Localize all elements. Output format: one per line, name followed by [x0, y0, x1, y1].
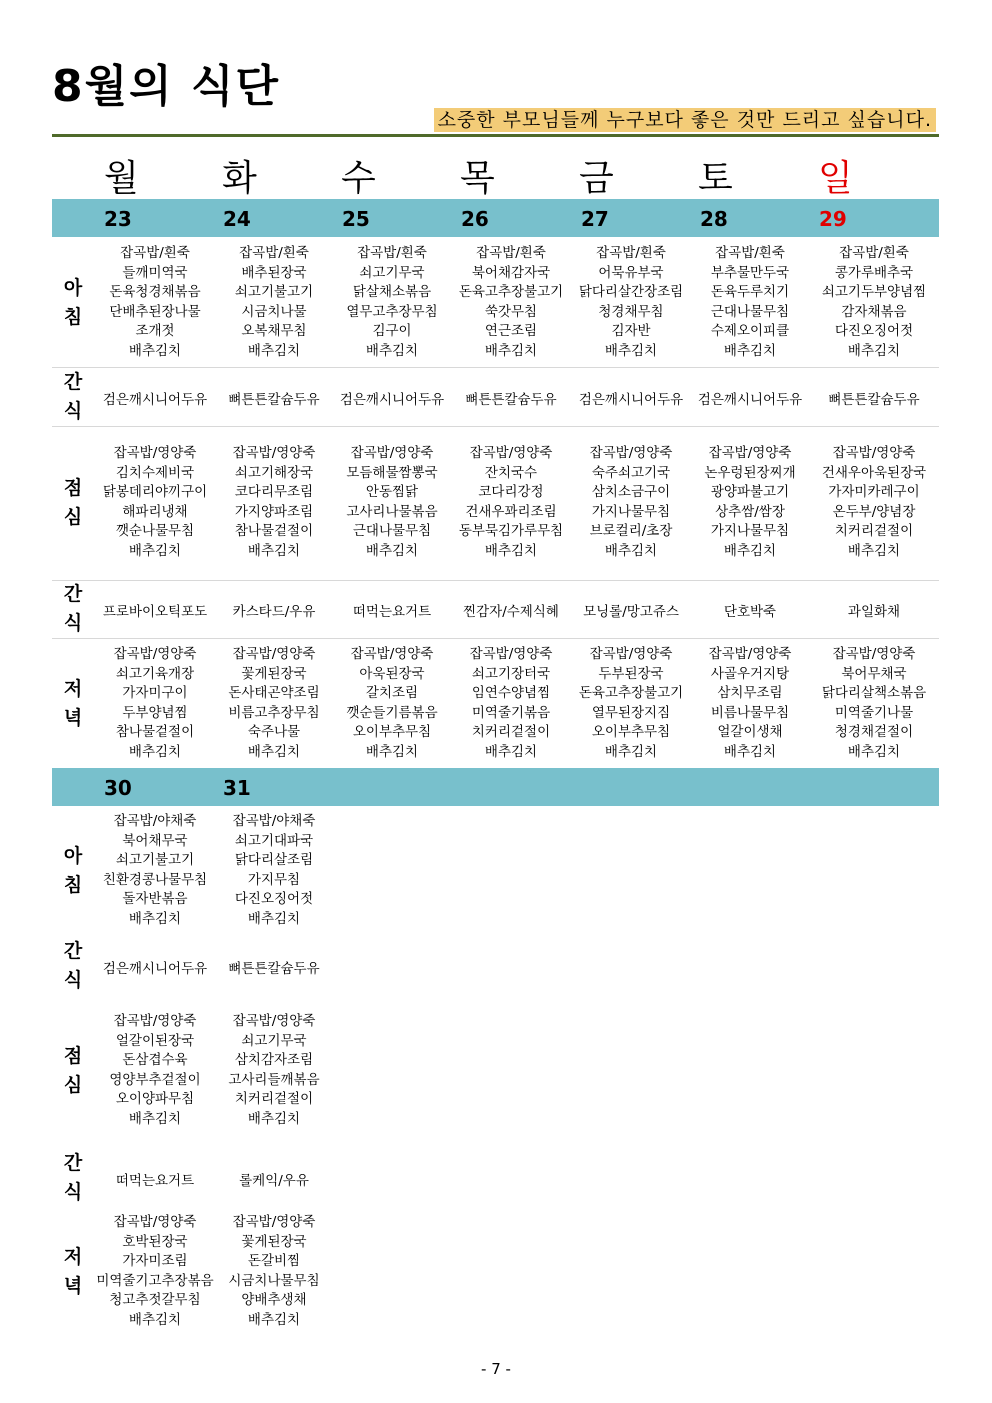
breakfast-menu-cell	[96, 812, 214, 929]
menu-item: 잡곡밥/영양죽	[113, 445, 197, 461]
dinner-menu-cell	[691, 645, 809, 762]
menu-item: 돈사태곤약조림	[228, 685, 320, 701]
menu-item: 단배추된장나물	[109, 303, 201, 320]
menu-item: 배추김치	[128, 1110, 182, 1127]
menu-item: 배추김치	[365, 342, 419, 359]
menu-item: 잡곡밥/흰죽	[357, 245, 427, 261]
snack-cell: 카스타드/우유	[232, 604, 316, 620]
menu-item: 조개젓	[135, 323, 175, 339]
menu-item: 아욱된장국	[359, 665, 425, 682]
menu-item: 배추김치	[723, 542, 777, 559]
lunch-menu-cell	[215, 444, 333, 561]
date-number: 26	[461, 207, 489, 231]
dinner-menu-cell	[96, 1213, 214, 1330]
menu-item: 가지나물무침	[710, 523, 790, 539]
menu-item: 잡곡밥/흰죽	[120, 245, 190, 261]
menu-item: 얼갈이생채	[717, 724, 783, 740]
menu-item: 잡곡밥/영양죽	[708, 646, 792, 662]
menu-item: 배추김치	[365, 743, 419, 760]
label-lunch	[56, 1042, 90, 1100]
row-divider	[52, 367, 939, 368]
menu-item: 오복채무침	[241, 323, 307, 339]
menu-item: 배추김치	[604, 542, 658, 559]
menu-item: 배추김치	[723, 743, 777, 760]
menu-item: 잡곡밥/영양죽	[589, 646, 673, 662]
label-char: 식	[63, 399, 83, 422]
menu-item: 쇠고기두부양념찜	[821, 284, 927, 300]
menu-item: 영양부추겉절이	[109, 1071, 201, 1088]
menu-item: 배추김치	[484, 542, 538, 559]
menu-item: 닭다리살책소볶음	[821, 685, 927, 701]
label-char: 식	[63, 969, 83, 991]
menu-item: 닭봉데리야끼구이	[102, 484, 208, 500]
week1-date-band	[52, 199, 939, 237]
menu-item: 김구이	[372, 323, 412, 339]
menu-item: 논우렁된장찌개	[704, 464, 796, 481]
menu-item: 청고추젓갈무침	[109, 1292, 201, 1308]
menu-item: 가자미구이	[122, 685, 188, 701]
label-char: 저	[63, 1245, 83, 1268]
lunch-menu-cell	[96, 1012, 214, 1129]
menu-item: 배추김치	[247, 743, 301, 760]
menu-item: 시금치나물	[241, 303, 307, 320]
snack-cell: 검은깨시니어두유	[102, 961, 208, 977]
row-divider	[52, 638, 939, 639]
menu-item: 꽃게된장국	[241, 1233, 307, 1250]
menu-item: 쇠고기장터국	[471, 665, 551, 682]
menu-item: 건새우꽈리조림	[465, 503, 557, 520]
week2-date-band	[52, 768, 939, 806]
menu-item: 북어채감자국	[471, 264, 551, 281]
label-char: 간	[63, 1152, 83, 1174]
menu-item: 어묵유부국	[598, 264, 664, 281]
menu-item: 배추김치	[247, 1110, 301, 1127]
menu-item: 쇠고기무국	[241, 1032, 307, 1049]
menu-item: 배추김치	[247, 342, 301, 359]
lunch-menu-cell	[691, 444, 809, 561]
menu-item: 잡곡밥/영양죽	[469, 646, 553, 662]
menu-item: 잡곡밥/영양죽	[832, 445, 916, 461]
menu-item: 삼치소금구이	[591, 484, 671, 500]
breakfast-menu-cell	[333, 244, 451, 361]
dinner-menu-cell	[215, 1213, 333, 1330]
menu-item: 콩가루배추국	[834, 264, 914, 281]
menu-item: 잡곡밥/흰죽	[239, 245, 309, 261]
page-subtitle: 소중한 부모님들께 누구보다 좋은 것만 드리고 싶습니다.	[434, 108, 936, 132]
page-number: - 7 -	[481, 1360, 511, 1378]
menu-item: 참나물겉절이	[234, 523, 314, 539]
menu-item: 잡곡밥/영양죽	[469, 445, 553, 461]
menu-item: 오이부추무침	[352, 724, 432, 740]
label-char: 식	[63, 1181, 83, 1203]
menu-item: 배추된장국	[241, 264, 307, 281]
label-char: 녁	[63, 706, 83, 729]
menu-item: 잡곡밥/흰죽	[596, 245, 666, 261]
date-number: 25	[342, 207, 370, 231]
dinner-menu-cell	[333, 645, 451, 762]
menu-item: 배추김치	[484, 743, 538, 760]
label-breakfast	[56, 274, 90, 332]
menu-item: 잡곡밥/야채죽	[113, 813, 197, 829]
menu-item: 청경채무침	[598, 303, 664, 320]
menu-item: 삼치무조림	[717, 685, 783, 701]
menu-item: 배추김치	[484, 342, 538, 359]
menu-item: 김자반	[611, 323, 651, 339]
breakfast-menu-cell	[452, 244, 570, 361]
menu-item: 고사리나물볶음	[346, 503, 438, 520]
menu-item: 수제오이피클	[710, 323, 790, 339]
snack-cell: 단호박죽	[723, 604, 777, 620]
label-snack	[56, 1149, 90, 1207]
menu-item: 돈육고추장불고기	[578, 685, 684, 701]
menu-item: 치커리겉절이	[834, 523, 914, 539]
lunch-menu-cell	[452, 444, 570, 561]
label-dinner	[56, 1243, 90, 1301]
menu-item: 닭다리살간장조림	[578, 284, 684, 300]
snack-cell: 과일화채	[847, 604, 901, 620]
menu-item: 열무된장지짐	[591, 704, 671, 721]
menu-item: 동부묵김가루무침	[458, 523, 564, 539]
breakfast-menu-cell	[572, 244, 690, 361]
label-char: 식	[63, 612, 83, 634]
menu-item: 배추김치	[247, 910, 301, 927]
menu-item: 양배추생채	[241, 1292, 307, 1308]
breakfast-menu-cell	[691, 244, 809, 361]
label-char: 아	[63, 276, 83, 299]
snack-cell: 떠먹는요거트	[352, 604, 432, 620]
snack-cell: 검은깨시니어두유	[339, 391, 445, 408]
dinner-menu-cell	[452, 645, 570, 762]
menu-item: 배추김치	[128, 342, 182, 359]
menu-item: 광양파불고기	[710, 484, 790, 500]
menu-item: 브로컬리/초장	[589, 523, 673, 539]
menu-item: 김치수제비국	[115, 464, 195, 481]
menu-item: 미역줄기나물	[834, 704, 914, 721]
menu-item: 모듬해물짬뽕국	[346, 464, 438, 481]
weekday-wed: 수	[341, 158, 376, 199]
lunch-menu-cell	[572, 444, 690, 561]
menu-item: 친환경콩나물무침	[102, 871, 208, 888]
menu-item: 닭다리살조림	[234, 852, 314, 868]
menu-item: 잡곡밥/영양죽	[113, 1013, 197, 1029]
menu-item: 잡곡밥/흰죽	[839, 245, 909, 261]
menu-item: 가자미카레구이	[828, 484, 920, 500]
menu-item: 배추김치	[128, 743, 182, 760]
menu-item: 참나물겉절이	[115, 724, 195, 740]
weekday-fri: 금	[579, 158, 614, 199]
snack-cell: 뼈튼튼칼슘두유	[465, 391, 557, 408]
menu-item: 돌자반볶음	[122, 891, 188, 907]
menu-item: 돈삼겹수육	[122, 1052, 188, 1068]
breakfast-menu-cell	[215, 244, 333, 361]
date-number: 24	[223, 207, 251, 231]
menu-item: 비름나물무침	[710, 704, 790, 721]
snack-cell: 롤케익/우유	[239, 1173, 309, 1189]
menu-item: 청경채겉절이	[834, 724, 914, 740]
lunch-menu-cell	[333, 444, 451, 561]
menu-item: 치커리겉절이	[471, 724, 551, 740]
lunch-menu-cell	[215, 1012, 333, 1129]
menu-item: 쇠고기대파국	[234, 832, 314, 849]
menu-item: 쑥갓무침	[484, 303, 538, 320]
menu-item: 잡곡밥/영양죽	[113, 1214, 197, 1230]
menu-item: 갈치조림	[365, 685, 419, 701]
snack-cell: 뼈튼튼칼슘두유	[228, 391, 320, 408]
menu-item: 사골우거지탕	[710, 665, 790, 682]
weekday-sun: 일	[818, 158, 853, 199]
menu-item: 잡곡밥/영양죽	[232, 646, 316, 662]
menu-item: 근대나물무침	[710, 303, 790, 320]
menu-item: 코다리무조림	[234, 484, 314, 500]
menu-item: 잡곡밥/영양죽	[708, 445, 792, 461]
menu-item: 숙주나물	[247, 724, 301, 740]
label-dinner	[56, 675, 90, 733]
menu-item: 잡곡밥/영양죽	[113, 646, 197, 662]
menu-item: 가자미조림	[122, 1253, 188, 1269]
menu-item: 잔치국수	[484, 464, 538, 481]
label-char: 녁	[63, 1274, 83, 1297]
lunch-menu-cell	[815, 444, 933, 561]
weekday-mon: 월	[104, 158, 139, 199]
menu-item: 닭살채소볶음	[352, 284, 432, 300]
menu-item: 꽃게된장국	[241, 665, 307, 682]
label-char: 저	[63, 677, 83, 700]
date-number: 27	[581, 207, 609, 231]
row-divider	[52, 426, 939, 427]
menu-item: 돈육고추장불고기	[458, 284, 564, 300]
row-divider	[52, 580, 939, 581]
menu-item: 잡곡밥/영양죽	[232, 1013, 316, 1029]
menu-item: 쇠고기해장국	[234, 464, 314, 481]
menu-item: 잡곡밥/흰죽	[715, 245, 785, 261]
menu-item: 해파리냉채	[122, 503, 188, 520]
menu-item: 잡곡밥/야채죽	[232, 813, 316, 829]
menu-item: 시금치나물무침	[228, 1272, 320, 1289]
label-char: 간	[63, 583, 83, 605]
menu-item: 감자채볶음	[841, 303, 907, 320]
menu-item: 상추쌈/쌈장	[715, 503, 785, 520]
snack-cell: 떠먹는요거트	[115, 1173, 195, 1189]
menu-item: 쇠고기불고기	[115, 852, 195, 868]
snack-cell: 뼈튼튼칼슘두유	[828, 391, 920, 408]
menu-item: 깻순들기름볶음	[346, 704, 438, 721]
lunch-menu-cell	[96, 444, 214, 561]
label-snack	[56, 368, 90, 426]
menu-item: 다진오징어젓	[234, 891, 314, 907]
menu-item: 가지무침	[247, 871, 301, 888]
date-number: 29	[819, 207, 847, 231]
menu-item: 오이부추무침	[591, 724, 671, 740]
menu-item: 배추김치	[847, 743, 901, 760]
menu-item: 북어채무국	[122, 832, 188, 849]
dinner-menu-cell	[815, 645, 933, 762]
label-char: 심	[63, 1073, 83, 1096]
menu-item: 배추김치	[128, 1311, 182, 1328]
weekday-sat: 토	[698, 158, 733, 199]
menu-item: 쇠고기무국	[359, 264, 425, 281]
menu-item: 배추김치	[847, 342, 901, 359]
label-snack	[56, 937, 90, 995]
menu-item: 깻순나물무침	[115, 523, 195, 539]
breakfast-menu-cell	[215, 812, 333, 929]
menu-item: 돈육청경채볶음	[109, 284, 201, 300]
date-number: 31	[223, 776, 251, 800]
menu-item: 북어무채국	[841, 665, 907, 682]
menu-item: 치커리겉절이	[234, 1091, 314, 1107]
menu-item: 잡곡밥/영양죽	[232, 445, 316, 461]
menu-item: 두부양념찜	[122, 704, 188, 721]
date-number: 28	[700, 207, 728, 231]
dinner-menu-cell	[572, 645, 690, 762]
label-char: 점	[63, 476, 83, 499]
label-breakfast	[56, 842, 90, 900]
weekday-tue: 화	[222, 158, 257, 199]
menu-item: 미역줄기고추장볶음	[96, 1272, 214, 1289]
menu-item: 다진오징어젓	[834, 323, 914, 339]
menu-item: 잡곡밥/영양죽	[350, 646, 434, 662]
menu-item: 잡곡밥/흰죽	[476, 245, 546, 261]
breakfast-menu-cell	[96, 244, 214, 361]
menu-item: 가지나물무침	[591, 503, 671, 520]
menu-item: 잡곡밥/영양죽	[832, 646, 916, 662]
label-char: 간	[63, 940, 83, 962]
label-char: 아	[63, 844, 83, 867]
menu-item: 건새우아욱된장국	[821, 464, 927, 481]
menu-item: 잡곡밥/영양죽	[589, 445, 673, 461]
menu-item: 열무고추장무침	[346, 303, 438, 320]
menu-item: 비름고추장무침	[228, 704, 320, 721]
snack-cell: 프로바이오틱포도	[102, 604, 208, 620]
date-number: 23	[104, 207, 132, 231]
menu-item: 배추김치	[247, 1311, 301, 1328]
menu-item: 배추김치	[723, 342, 777, 359]
menu-item: 코다리강정	[478, 484, 544, 500]
menu-item: 호박된장국	[122, 1233, 188, 1250]
weekday-thu: 목	[460, 158, 495, 199]
menu-item: 배추김치	[604, 342, 658, 359]
menu-item: 배추김치	[128, 910, 182, 927]
label-char: 침	[63, 305, 83, 328]
label-snack	[56, 580, 90, 638]
menu-item: 배추김치	[847, 542, 901, 559]
menu-item: 잡곡밥/영양죽	[350, 445, 434, 461]
menu-item: 쇠고기육개장	[115, 665, 195, 682]
menu-item: 근대나물무침	[352, 523, 432, 539]
menu-item: 잡곡밥/영양죽	[232, 1214, 316, 1230]
label-char: 점	[63, 1044, 83, 1067]
label-lunch	[56, 474, 90, 532]
menu-item: 미역줄기볶음	[471, 704, 551, 721]
label-char: 침	[63, 873, 83, 896]
menu-item: 배추김치	[247, 542, 301, 559]
menu-item: 배추김치	[604, 743, 658, 760]
menu-item: 두부된장국	[598, 665, 664, 682]
title-divider	[52, 134, 939, 137]
snack-cell: 검은깨시니어두유	[102, 391, 208, 408]
menu-item: 안동찜닭	[365, 484, 419, 500]
menu-item: 가지양파조림	[234, 503, 314, 520]
snack-cell: 모닝롤/망고쥬스	[583, 604, 679, 620]
dinner-menu-cell	[96, 645, 214, 762]
menu-item: 부추물만두국	[710, 264, 790, 281]
menu-item: 돈갈비찜	[247, 1253, 301, 1269]
menu-item: 들깨미역국	[122, 264, 188, 281]
label-char: 간	[63, 370, 83, 393]
menu-item: 고사리들깨볶음	[228, 1071, 320, 1088]
menu-item: 연근조림	[484, 323, 538, 339]
date-number: 30	[104, 776, 132, 800]
snack-cell: 검은깨시니어두유	[697, 391, 803, 408]
label-char: 심	[63, 505, 83, 528]
menu-item: 온두부/양념장	[832, 503, 916, 520]
snack-cell: 찐감자/수제식혜	[463, 604, 559, 620]
weekday-header	[52, 150, 939, 199]
menu-item: 얼갈이된장국	[115, 1032, 195, 1049]
dinner-menu-cell	[215, 645, 333, 762]
menu-item: 삼치감자조림	[234, 1052, 314, 1068]
menu-item: 오이양파무침	[115, 1091, 195, 1107]
menu-item: 배추김치	[365, 542, 419, 559]
menu-item: 쇠고기불고기	[234, 284, 314, 300]
snack-cell: 뼈튼튼칼슘두유	[228, 961, 320, 977]
menu-item: 숙주쇠고기국	[591, 464, 671, 481]
menu-item: 임연수양념찜	[471, 685, 551, 701]
snack-cell: 검은깨시니어두유	[578, 391, 684, 408]
page-title: 8월의 식단	[52, 61, 280, 112]
breakfast-menu-cell	[815, 244, 933, 361]
menu-item: 배추김치	[128, 542, 182, 559]
menu-item: 돈육두루치기	[710, 284, 790, 300]
